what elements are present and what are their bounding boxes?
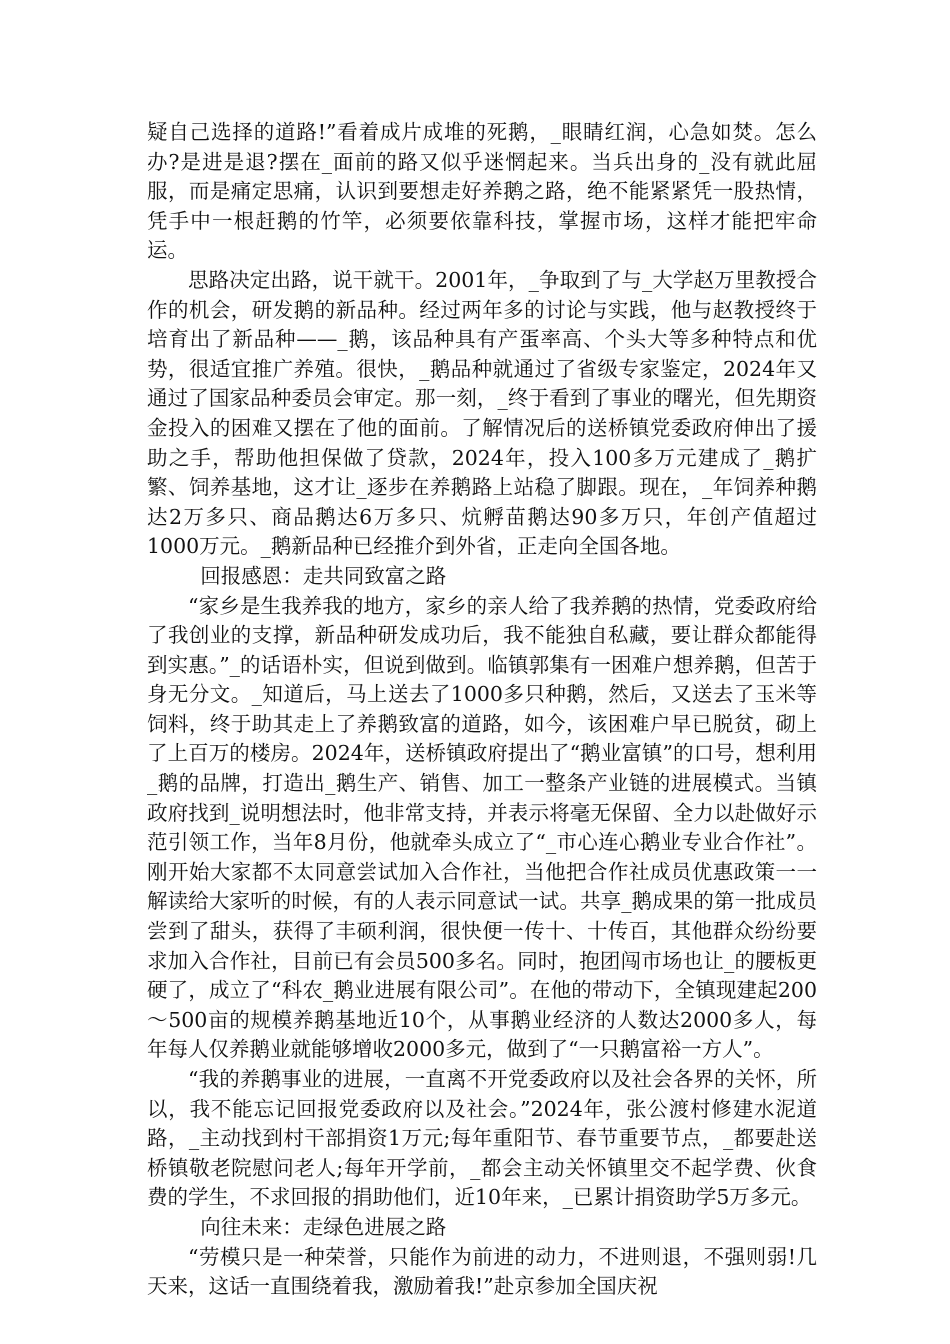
paragraph-5: “劳模只是一种荣誉，只能作为前进的动力，不进则退，不强则弱!几天来，这话一直围绕着我，激励着我!”赴京参加全国庆祝	[147, 1244, 817, 1299]
paragraph-1: 疑自己选择的道路!”看着成片成堆的死鹅，_眼睛红润，心急如焚。怎么办?是进是退?摆在_面前的路又似乎迷惘起来。当兵出身的_没有就此屈服，而是痛定思痛，认识到要想走好养鹅之路，绝不能紧紧凭一股热情，凭手中一根赶鹅的竹竿，必须要依靠科技，掌握市场，这样才能把牢命运。	[147, 120, 817, 263]
paragraph-2: 思路决定出路，说干就干。2001年，_争取到了与_大学赵万里教授合作的机会，研发鹅的新品种。经过两年多的讨论与实践，他与赵教授终于培育出了新品种——_鹅，该品种具有产蛋率高、个头大等多种特点和优势，很适宜推广养殖。很快，_鹅品种就通过了省级专家鉴定，2024年又通过了国家品种委员会审定。那一刻，_终于看到了事业的曙光，但先期资金投入的困难又摆在了他的面前。了解情况后的送桥镇党委政府伸出了援助之手，帮助他担保做了贷款，2024年，投入100多万元建成了_鹅扩繁、饲养基地，这才让_逐步在养鹅路上站稳了脚跟。现在，_年饲养种鹅达2万多只、商品鹅达6万多只、炕孵苗鹅达90多万只，年创产值超过1000万元。_鹅新品种已经推介到外省，正走向全国各地。	[147, 267, 817, 559]
section-heading-2: 向往未来：走绿色进展之路	[200, 1214, 447, 1239]
document-body	[147, 118, 817, 1302]
section-heading-1: 回报感恩：走共同致富之路	[200, 563, 447, 588]
paragraph-3: “家乡是生我养我的地方，家乡的亲人给了我养鹅的热情，党委政府给了我创业的支撑，新品种研发成功后，我不能独自私藏，要让群众都能得到实惠。”_的话语朴实，但说到做到。临镇郭集有一困难户想养鹅，但苦于身无分文。_知道后，马上送去了1000多只种鹅，然后，又送去了玉米等饲料，终于助其走上了养鹅致富的道路，如今，该困难户早已脱贫，砌上了上百万的楼房。2024年，送桥镇政府提出了“鹅业富镇”的口号，想利用_鹅的品牌，打造出_鹅生产、销售、加工一整条产业链的进展模式。当镇政府找到_说明想法时，他非常支持，并表示将毫无保留、全力以赴做好示范引领工作，当年8月份，他就牵头成立了“_市心连心鹅业专业合作社”。刚开始大家都不太同意尝试加入合作社，当他把合作社成员优惠政策一一解读给大家听的时候，有的人表示同意试一试。共享_鹅成果的第一批成员尝到了甜头，获得了丰硕利润，很快便一传十、十传百，其他群众纷纷要求加入合作社，目前已有会员500多名。同时，抱团闯市场也让_的腰板更硬了，成立了“科农_鹅业进展有限公司”。在他的带动下，全镇现建起200～500亩的规模养鹅基地近10个，从事鹅业经济的人数达2000多人，每年每人仅养鹅业就能够增收2000多元，做到了“一只鹅富裕一方人”。	[147, 593, 817, 1062]
paragraph-4: “我的养鹅事业的进展，一直离不开党委政府以及社会各界的关怀，所以，我不能忘记回报党委政府以及社会。”2024年，张公渡村修建水泥道路，_主动找到村干部捐资1万元;每年重阳节、春节重要节点，_都要赴送桥镇敬老院慰问老人;每年开学前，_都会主动关怀镇里交不起学费、伙食费的学生，不求回报的捐助他们，近10年来，_已累计捐资助学5万多元。	[147, 1067, 817, 1210]
